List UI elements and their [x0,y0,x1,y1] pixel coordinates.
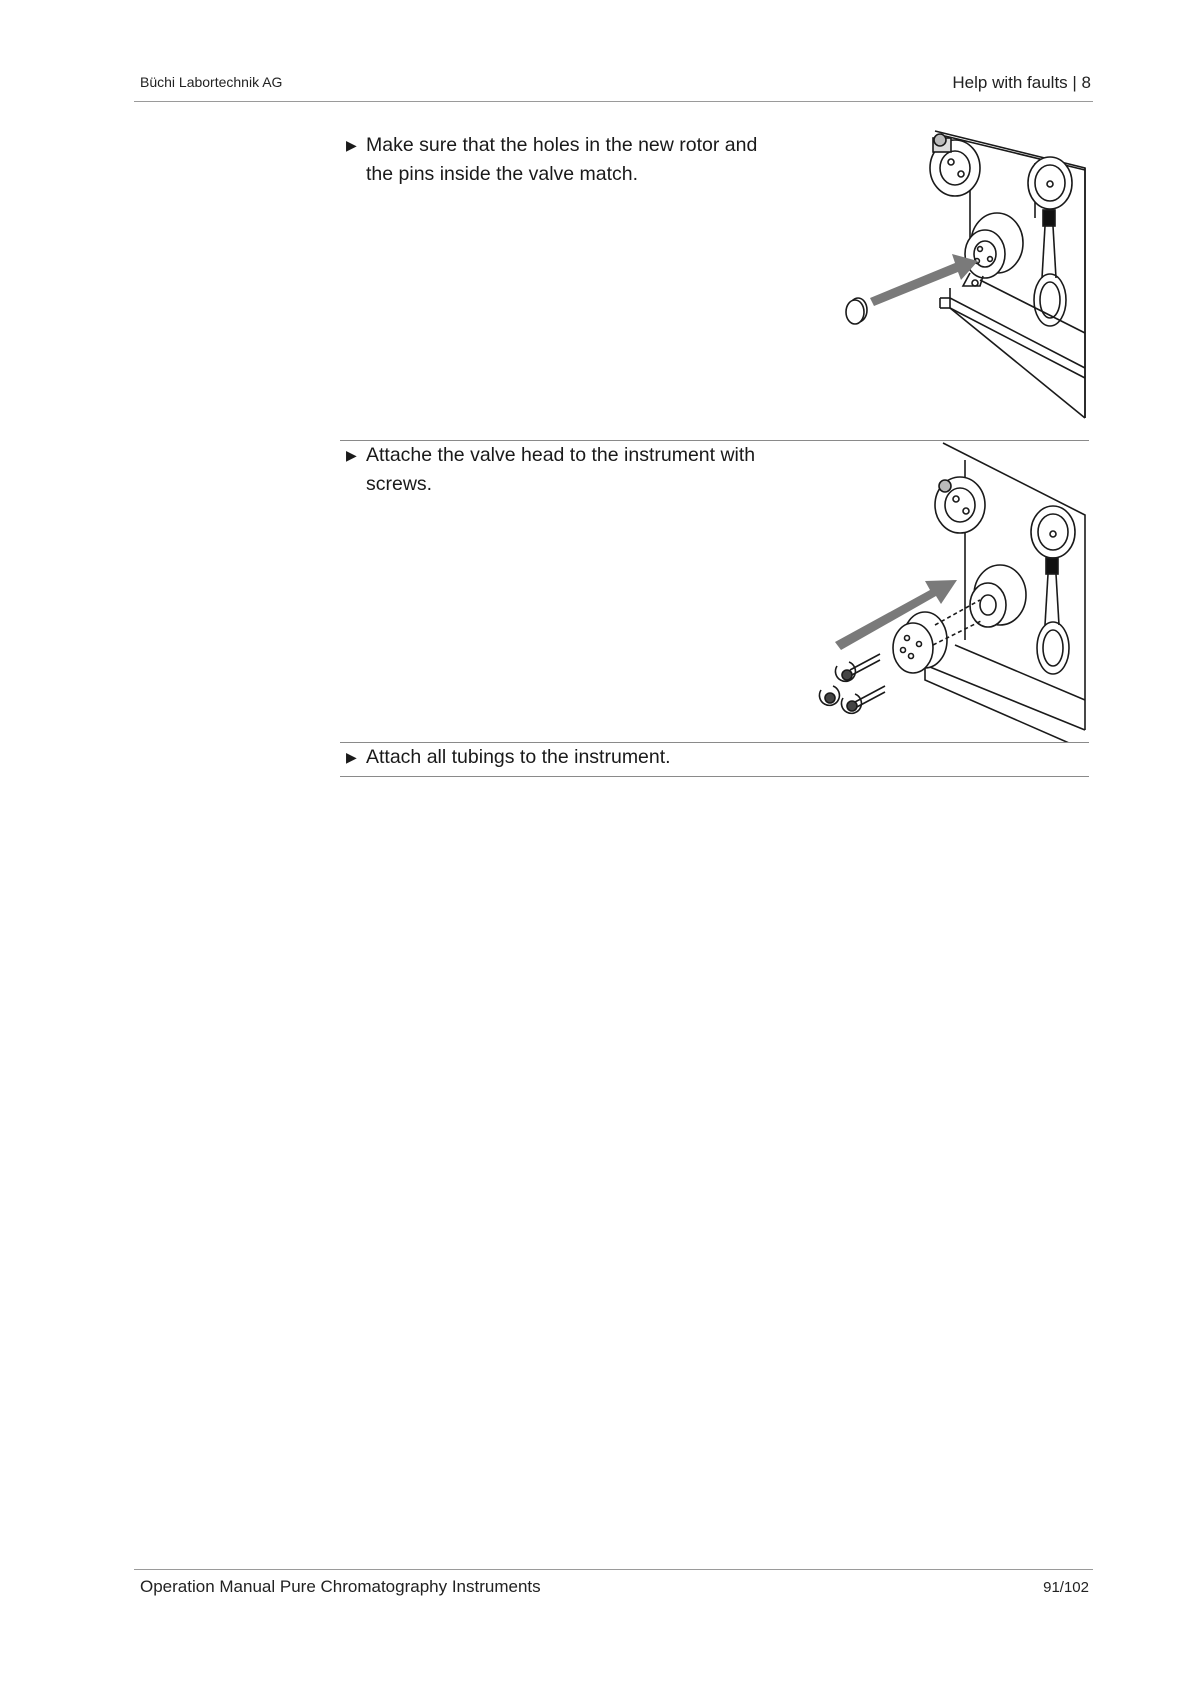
bullet-arrow-icon: ▶ [346,749,357,765]
step-1-instruction [346,131,776,189]
footer-page-number: 91/102 [1043,1579,1089,1596]
header-divider [134,101,1093,102]
step-3-text: Attach all tubings to the instrument. [366,746,671,768]
step-1-text: Make sure that the holes in the new rotor and the pins inside the valve match. [366,134,758,185]
step-3-instruction [346,743,776,772]
bullet-arrow-icon: ▶ [346,447,357,463]
valve-head-screws-illustration [815,440,1090,742]
rotor-insertion-illustration [835,128,1090,430]
header-section: Help with faults | 8 [952,73,1091,92]
footer-divider [134,1569,1093,1570]
step-divider-3 [340,776,1089,777]
step-2-instruction [346,441,776,499]
step-2-text: Attache the valve head to the instrument with screws. [366,444,756,495]
bullet-arrow-icon: ▶ [346,137,357,153]
footer-manual-title: Operation Manual Pure Chromatography Instruments [140,1577,541,1596]
header-company: Büchi Labortechnik AG [140,74,283,90]
